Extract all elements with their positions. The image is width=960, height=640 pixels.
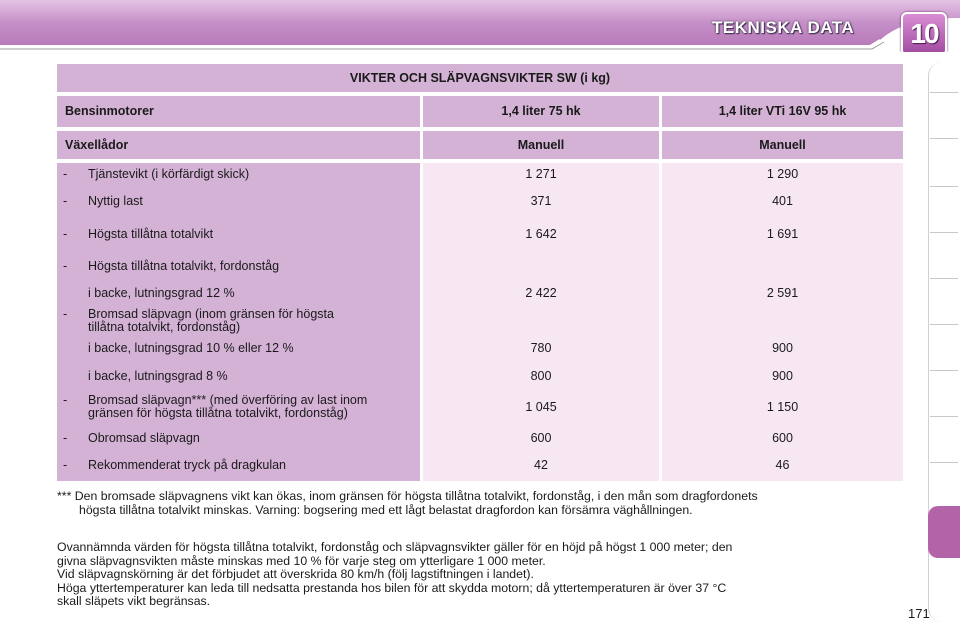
row-value-col2: 900	[772, 369, 793, 383]
page-number: 171	[908, 606, 930, 621]
row-value-col1: 1 271	[525, 167, 557, 181]
paragraph-line: Vid släpvagnskörning är det förbjudet att överskrida 80 km/h (följ lagstiftningen i landet).	[57, 567, 534, 582]
footnote-line: högsta tillåtna totalvikt minskas. Varning: bogsering med ett lågt belastat dragfordon kan försämra väghållningen.	[79, 503, 693, 517]
footnote	[57, 489, 905, 517]
row-dash: -	[63, 458, 68, 472]
row-label: i backe, lutningsgrad 10 % eller 12 %	[88, 341, 294, 355]
row-dash: -	[63, 431, 68, 445]
row-value-col1: 780	[530, 341, 552, 355]
paragraph-line: Ovannämnda värden för högsta tillåtna totalvikt, fordonståg och släpvagnsvikter gäller för en höjd på högst 1 000 meter; den	[57, 540, 733, 554]
gearbox-header-col2: Manuell	[662, 131, 903, 159]
tab-divider	[930, 462, 958, 463]
engine-header-row	[57, 96, 903, 127]
chapter-number-badge: 10	[901, 12, 947, 52]
gearbox-header-label: Växellådor	[57, 131, 420, 159]
row-value-col2: 401	[772, 194, 793, 208]
chapter-title: TEKNISKA DATA	[712, 18, 855, 37]
engine-header-label: Bensinmotorer	[57, 96, 420, 127]
table-title: VIKTER OCH SLÄPVAGNSVIKTER SW (i kg)	[349, 71, 611, 85]
row-value-col1: 800	[530, 369, 552, 383]
row-dash: -	[63, 393, 68, 407]
tab-divider	[930, 278, 958, 279]
paragraph-line: givna släpvagnsvikten måste minskas med 10 % för varje steg om ytterligare 1 000 meter.	[57, 553, 546, 568]
row-value-col1: 42	[534, 458, 548, 472]
row-value-col2: 1 150	[766, 400, 799, 414]
engine-header-col1: 1,4 liter 75 hk	[423, 96, 659, 127]
footnote-line: *** Den bromsade släpvagnens vikt kan ökas, inom gränsen för högsta tillåtna totalvikt, fordonståg, i den mån som dragfordonets	[57, 489, 758, 503]
row-label: Nyttig last	[88, 194, 143, 208]
tab-divider	[930, 138, 958, 139]
gearbox-header-col1: Manuell	[423, 131, 659, 159]
row-label: Obromsad släpvagn	[88, 431, 200, 445]
row-dash: -	[63, 259, 68, 273]
row-label: i backe, lutningsgrad 8 %	[88, 369, 228, 383]
row-label: Bromsad släpvagn*** (med överföring av last inom	[88, 393, 368, 407]
row-label: Tjänstevikt (i körfärdigt skick)	[88, 167, 250, 181]
tab-divider	[930, 186, 958, 187]
table-row	[57, 393, 903, 421]
row-dash: -	[63, 167, 68, 181]
row-value-col2: 900	[772, 341, 793, 355]
tab-divider	[930, 416, 958, 417]
row-dash: -	[63, 194, 68, 208]
row-dash: -	[63, 227, 68, 241]
gearbox-header-row	[57, 131, 903, 159]
info-paragraph	[57, 541, 905, 609]
row-value-col2: 1 290	[766, 167, 799, 181]
row-value-col2: 2 591	[766, 286, 799, 300]
row-value-col1: 1 642	[525, 227, 557, 241]
table-title-row	[57, 64, 903, 92]
chapter-header	[0, 0, 960, 52]
tab-divider	[930, 324, 958, 325]
row-label: Bromsad släpvagn (inom gränsen för högsta	[88, 307, 334, 321]
row-value-col2: 46	[775, 458, 790, 472]
engine-header-col2: 1,4 liter VTi 16V 95 hk	[662, 96, 903, 127]
row-label-continued: gränsen för högsta tillåtna totalvikt, fordonståg)	[88, 406, 348, 420]
row-label: i backe, lutningsgrad 12 %	[88, 286, 235, 300]
row-value-col1: 2 422	[525, 286, 557, 300]
tab-divider	[930, 232, 958, 233]
paragraph-line: Höga yttertemperaturer kan leda till nedsatta prestanda hos bilen för att skydda motorn; då yttertemperaturen är över 37 °C	[57, 580, 727, 595]
row-label: Högsta tillåtna totalvikt	[88, 227, 214, 241]
row-label: Rekommenderat tryck på dragkulan	[88, 458, 287, 472]
row-label: Högsta tillåtna totalvikt, fordonståg	[88, 259, 280, 273]
row-label-continued: tillåtna totalvikt, fordonståg)	[88, 320, 241, 334]
row-dash: -	[63, 307, 68, 321]
row-value-col1: 600	[530, 431, 552, 445]
active-chapter-tab[interactable]	[928, 506, 960, 558]
table-row	[57, 307, 903, 335]
row-value-col1: 1 045	[525, 400, 557, 414]
paragraph-line: skall släpets vikt begränsas.	[57, 594, 211, 609]
tab-divider	[930, 92, 958, 93]
row-value-col1: 371	[530, 194, 552, 208]
tab-divider	[930, 370, 958, 371]
row-value-col2: 1 691	[766, 227, 799, 241]
row-value-col2: 600	[772, 431, 793, 445]
